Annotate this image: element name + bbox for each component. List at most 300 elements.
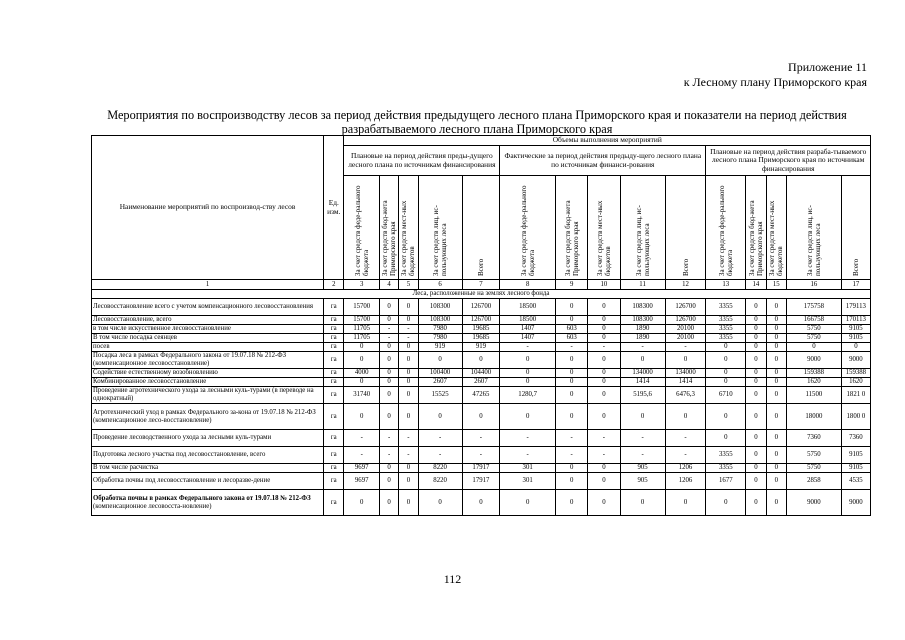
column-number: 17	[841, 280, 870, 290]
cell-value: 134000	[620, 369, 665, 378]
table-row	[92, 430, 871, 447]
cell-value: 0	[588, 464, 620, 473]
cell-value: 5750	[787, 447, 842, 464]
header-subcolumn-label: За счет средств феде-рального бюджета	[519, 185, 536, 277]
header-subcolumn	[500, 176, 556, 280]
column-number: 12	[665, 280, 706, 290]
cell-value: 3355	[706, 316, 746, 325]
header-subcolumn-label: За счет средств мест-ных бюджетов	[400, 200, 417, 277]
cell-value: 0	[399, 316, 418, 325]
cell-value: 301	[500, 473, 556, 490]
cell-value: 919	[462, 343, 500, 352]
row-name: Содействие естественному возобновлению	[92, 369, 324, 378]
cell-value: 0	[399, 343, 418, 352]
header-subcolumn-label: Всего	[681, 259, 690, 277]
cell-value: 5195,6	[620, 387, 665, 404]
row-name: в том числе искусственное лесовосстановление	[92, 325, 324, 334]
cell-value: 0	[706, 352, 746, 369]
cell-value: 0	[620, 404, 665, 430]
row-unit: га	[324, 334, 344, 343]
column-number: 4	[379, 280, 398, 290]
cell-value: 0	[588, 316, 620, 325]
cell-value: 18500	[500, 299, 556, 316]
cell-value: 19685	[462, 334, 500, 343]
cell-value: 1890	[620, 325, 665, 334]
header-subcolumn-label: За счет средств мест-ных бюджетов	[595, 200, 612, 277]
cell-value: -	[588, 430, 620, 447]
cell-value: 0	[399, 404, 418, 430]
cell-value: 8220	[418, 473, 462, 490]
row-name: Лесовосстановление всего с учетом компенсационного лесовосстановления	[92, 299, 324, 316]
cell-value: 0	[746, 325, 766, 334]
appendix-line-2: к Лесному плану Приморского края	[683, 75, 867, 89]
cell-value: 0	[665, 404, 706, 430]
cell-value: 2607	[418, 378, 462, 387]
header-subcolumn-label: За счет средств лиц, ис-пользующих леса	[805, 205, 822, 277]
cell-value: 905	[620, 464, 665, 473]
cell-value: 3355	[706, 464, 746, 473]
column-number: 1	[92, 280, 324, 290]
appendix-caption	[684, 60, 867, 90]
cell-value: 0	[665, 352, 706, 369]
row-unit: га	[324, 430, 344, 447]
cell-value: 15525	[418, 387, 462, 404]
cell-value: 3355	[706, 299, 746, 316]
header-subcolumn-label: За счет средств бюд-жета Приморского края	[747, 200, 764, 277]
cell-value: 0	[766, 299, 786, 316]
cell-value: -	[399, 325, 418, 334]
header-subcolumn	[665, 176, 706, 280]
cell-value: 18000	[787, 404, 842, 430]
column-number: 8	[500, 280, 556, 290]
cell-value: 179113	[841, 299, 870, 316]
cell-value: 100400	[418, 369, 462, 378]
cell-value: 19685	[462, 325, 500, 334]
cell-value: 0	[379, 464, 398, 473]
cell-value: 0	[766, 378, 786, 387]
column-number: 11	[620, 280, 665, 290]
cell-value: -	[556, 430, 588, 447]
row-unit: га	[324, 369, 344, 378]
cell-value: 0	[344, 378, 379, 387]
cell-value: 0	[556, 316, 588, 325]
cell-value: 0	[766, 490, 786, 516]
cell-value: 1407	[500, 325, 556, 334]
cell-value: 15700	[344, 316, 379, 325]
cell-value: 17917	[462, 473, 500, 490]
table-row	[92, 490, 871, 516]
header-subcolumn-label: За счет средств бюд-жета Приморского края	[563, 200, 580, 277]
cell-value: 126700	[665, 299, 706, 316]
cell-value: 0	[588, 473, 620, 490]
cell-value: 9105	[841, 447, 870, 464]
table-row	[92, 473, 871, 490]
cell-value: 9105	[841, 464, 870, 473]
cell-value: 0	[588, 334, 620, 343]
cell-value: 0	[500, 352, 556, 369]
table-row	[92, 316, 871, 325]
cell-value: 0	[556, 378, 588, 387]
cell-value: -	[556, 343, 588, 352]
cell-value: 0	[344, 404, 379, 430]
header-subcolumn	[556, 176, 588, 280]
cell-value: 0	[766, 430, 786, 447]
table-row	[92, 352, 871, 369]
cell-value: 108300	[418, 299, 462, 316]
cell-value: 0	[399, 299, 418, 316]
cell-value: 9000	[841, 352, 870, 369]
cell-value: 1206	[665, 464, 706, 473]
cell-value: -	[556, 447, 588, 464]
row-name: Проведение лесоводственного ухода за лесными куль-турами	[92, 430, 324, 447]
cell-value: 0	[706, 369, 746, 378]
header-subcolumn	[399, 176, 418, 280]
cell-value: 0	[746, 473, 766, 490]
cell-value: 0	[379, 490, 398, 516]
title-line-1: Мероприятия по воспроизводству лесов за период действия предыдущего лесного плана Приморского края и показатели на период действия	[107, 108, 847, 122]
appendix-line-1: Приложение 11	[788, 60, 867, 74]
document-title	[80, 108, 874, 136]
header-subcolumn-label: Всего	[851, 259, 860, 277]
cell-value: 0	[379, 404, 398, 430]
cell-value: 0	[556, 464, 588, 473]
header-group-actual: Фактические за период действия предыду-щего лесного плана по источникам финанси-рования	[500, 146, 706, 176]
cell-value: -	[379, 447, 398, 464]
cell-value: 0	[399, 473, 418, 490]
cell-value: -	[500, 447, 556, 464]
cell-value: -	[418, 447, 462, 464]
header-subcolumn	[706, 176, 746, 280]
cell-value: 0	[766, 316, 786, 325]
cell-value: 0	[462, 352, 500, 369]
cell-value: -	[588, 447, 620, 464]
column-number: 14	[746, 280, 766, 290]
cell-value: 159388	[787, 369, 842, 378]
cell-value: 1620	[787, 378, 842, 387]
cell-value: 47265	[462, 387, 500, 404]
cell-value: 108300	[620, 299, 665, 316]
cell-value: 0	[706, 490, 746, 516]
cell-value: 0	[379, 352, 398, 369]
cell-value: -	[344, 430, 379, 447]
header-subcolumn	[344, 176, 379, 280]
cell-value: 0	[746, 352, 766, 369]
cell-value: 0	[588, 378, 620, 387]
cell-value: 11500	[787, 387, 842, 404]
cell-value: 6476,3	[665, 387, 706, 404]
cell-value: 0	[418, 404, 462, 430]
header-subcolumn	[379, 176, 398, 280]
header-subcolumn	[462, 176, 500, 280]
cell-value: 0	[556, 473, 588, 490]
cell-value: 9000	[787, 352, 842, 369]
row-name: В том числе расчистка	[92, 464, 324, 473]
cell-value: -	[379, 334, 398, 343]
column-number: 2	[324, 280, 344, 290]
header-group-planned: Плановые на период действия преды-дущего лесного плана по источникам финансирования	[344, 146, 500, 176]
table-row	[92, 447, 871, 464]
header-unit: Ед. изм.	[324, 136, 344, 280]
column-number: 7	[462, 280, 500, 290]
row-unit: га	[324, 473, 344, 490]
cell-value: 5750	[787, 325, 842, 334]
cell-value: 2858	[787, 473, 842, 490]
cell-value: 4000	[344, 369, 379, 378]
cell-value: -	[500, 343, 556, 352]
row-name: Посадка леса в рамках Федерального закона от 19.07.18 № 212-ФЗ (компенсационное лесовосстановление)	[92, 352, 324, 369]
cell-value: 0	[399, 352, 418, 369]
header-subcolumn	[787, 176, 842, 280]
cell-value: -	[418, 430, 462, 447]
cell-value: -	[588, 343, 620, 352]
section-label: Леса, расположенные на землях лесного фонда	[92, 290, 871, 299]
cell-value: 0	[766, 404, 786, 430]
cell-value: 5750	[787, 464, 842, 473]
cell-value: 0	[588, 387, 620, 404]
cell-value: 0	[399, 369, 418, 378]
header-subcolumn	[766, 176, 786, 280]
header-subcolumn-label: За счет средств лиц, ис-пользующих леса	[634, 205, 651, 277]
cell-value: 0	[344, 490, 379, 516]
cell-value: 9697	[344, 464, 379, 473]
cell-value: 1890	[620, 334, 665, 343]
cell-value: 1280,7	[500, 387, 556, 404]
cell-value: 159388	[841, 369, 870, 378]
cell-value: 126700	[462, 299, 500, 316]
cell-value: 3355	[706, 447, 746, 464]
table-row	[92, 369, 871, 378]
cell-value: 0	[379, 473, 398, 490]
cell-value: -	[344, 447, 379, 464]
cell-value: 20100	[665, 325, 706, 334]
row-unit: га	[324, 316, 344, 325]
cell-value: 0	[556, 299, 588, 316]
cell-value: 0	[766, 369, 786, 378]
cell-value: 17917	[462, 464, 500, 473]
cell-value: 0	[500, 369, 556, 378]
row-unit: га	[324, 490, 344, 516]
cell-value: 0	[500, 378, 556, 387]
cell-value: 0	[746, 404, 766, 430]
cell-value: 0	[556, 404, 588, 430]
header-volumes: Объемы выполнения мероприятий	[344, 136, 871, 146]
cell-value: 0	[746, 316, 766, 325]
cell-value: 9000	[841, 490, 870, 516]
row-unit: га	[324, 387, 344, 404]
cell-value: 0	[706, 430, 746, 447]
cell-value: 0	[399, 387, 418, 404]
header-subcolumn	[841, 176, 870, 280]
cell-value: 0	[399, 490, 418, 516]
cell-value: -	[500, 430, 556, 447]
cell-value: 0	[399, 464, 418, 473]
row-unit: га	[324, 464, 344, 473]
cell-value: 1206	[665, 473, 706, 490]
cell-value: 0	[746, 299, 766, 316]
cell-value: -	[665, 343, 706, 352]
cell-value: 104400	[462, 369, 500, 378]
cell-value: 0	[588, 299, 620, 316]
cell-value: 0	[766, 464, 786, 473]
cell-value: 0	[462, 404, 500, 430]
cell-value: 0	[706, 343, 746, 352]
cell-value: 0	[746, 369, 766, 378]
column-number: 6	[418, 280, 462, 290]
header-group-future: Плановые на период действия разраба-тываемого лесного плана Приморского края по источникам финансирования	[706, 146, 871, 176]
cell-value: 9105	[841, 334, 870, 343]
row-name-rest: (компенсационное лесовосста-новление)	[93, 502, 212, 510]
cell-value: 0	[462, 490, 500, 516]
row-name: Подготовка лесного участка под лесовосстановление, всего	[92, 447, 324, 464]
row-unit: га	[324, 378, 344, 387]
row-unit: га	[324, 343, 344, 352]
cell-value: 126700	[462, 316, 500, 325]
header-subcolumn	[620, 176, 665, 280]
header-subcolumn	[588, 176, 620, 280]
header-subcolumn	[418, 176, 462, 280]
cell-value: 0	[706, 404, 746, 430]
cell-value: 0	[500, 490, 556, 516]
cell-value: 0	[746, 343, 766, 352]
cell-value: -	[379, 430, 398, 447]
cell-value: -	[620, 447, 665, 464]
cell-value: -	[665, 430, 706, 447]
column-number: 15	[766, 280, 786, 290]
cell-value: 175758	[787, 299, 842, 316]
row-name: Лесовосстановление, всего	[92, 316, 324, 325]
cell-value: 0	[418, 490, 462, 516]
cell-value: 1620	[841, 378, 870, 387]
header-subcolumn-label: Всего	[476, 259, 485, 277]
row-name: В том числе посадка сеянцев	[92, 334, 324, 343]
cell-value: 0	[399, 378, 418, 387]
cell-value: -	[399, 447, 418, 464]
row-unit: га	[324, 299, 344, 316]
cell-value: 0	[418, 352, 462, 369]
cell-value: -	[399, 430, 418, 447]
cell-value: 0	[379, 387, 398, 404]
cell-value: 0	[588, 369, 620, 378]
cell-value: 0	[588, 404, 620, 430]
cell-value: 0	[766, 334, 786, 343]
cell-value: 4535	[841, 473, 870, 490]
header-subcolumn	[746, 176, 766, 280]
cell-value: 108300	[418, 316, 462, 325]
cell-value: 18500	[500, 316, 556, 325]
cell-value: 7360	[841, 430, 870, 447]
cell-value: 919	[418, 343, 462, 352]
table-row	[92, 325, 871, 334]
table-row	[92, 464, 871, 473]
cell-value: 31740	[344, 387, 379, 404]
cell-value: -	[379, 325, 398, 334]
cell-value: -	[620, 430, 665, 447]
cell-value: 0	[344, 343, 379, 352]
row-name-bold: Обработка почвы в рамках Федерального закона от 19.07.18 № 212-ФЗ	[93, 494, 311, 502]
column-number: 16	[787, 280, 842, 290]
cell-value: 1414	[620, 378, 665, 387]
cell-value: 5750	[787, 334, 842, 343]
cell-value: 0	[746, 378, 766, 387]
table-row	[92, 334, 871, 343]
cell-value: 0	[746, 464, 766, 473]
cell-value: 9697	[344, 473, 379, 490]
cell-value: 0	[620, 490, 665, 516]
column-number: 13	[706, 280, 746, 290]
cell-value: 0	[787, 343, 842, 352]
row-name: Проведение агротехнического ухода за лесными куль-турами (в переводе на однократный)	[92, 387, 324, 404]
cell-value: 0	[556, 352, 588, 369]
row-name: посев	[92, 343, 324, 352]
row-name: Агротехнический уход в рамках Федерального за-кона от 19.07.18 № 212-ФЗ (компенсационное лесо-восстановление)	[92, 404, 324, 430]
cell-value: 603	[556, 325, 588, 334]
cell-value: 0	[588, 352, 620, 369]
column-number: 5	[399, 280, 418, 290]
cell-value: 1407	[500, 334, 556, 343]
header-subcolumn-label: За счет средств бюд-жета Приморского края	[381, 200, 398, 277]
cell-value: 0	[500, 404, 556, 430]
cell-value: 170113	[841, 316, 870, 325]
cell-value: 108300	[620, 316, 665, 325]
cell-value: 905	[620, 473, 665, 490]
cell-value: 0	[344, 352, 379, 369]
cell-value: 0	[620, 352, 665, 369]
cell-value: 134000	[665, 369, 706, 378]
row-unit: га	[324, 325, 344, 334]
cell-value: 0	[766, 387, 786, 404]
page-number: 112	[443, 572, 462, 586]
cell-value: 11705	[344, 325, 379, 334]
header-subcolumn-label: За счет средств феде-рального бюджета	[717, 185, 734, 277]
row-name	[92, 490, 324, 516]
cell-value: -	[462, 430, 500, 447]
cell-value: 7360	[787, 430, 842, 447]
cell-value: 0	[766, 473, 786, 490]
reforestation-table	[91, 135, 871, 516]
header-subcolumn-label: За счет средств мест-ных бюджетов	[768, 200, 785, 277]
cell-value: 1821 0	[841, 387, 870, 404]
table-row	[92, 299, 871, 316]
cell-value: 603	[556, 334, 588, 343]
row-unit: га	[324, 352, 344, 369]
table-row	[92, 378, 871, 387]
cell-value: 301	[500, 464, 556, 473]
cell-value: 1800 0	[841, 404, 870, 430]
cell-value: 15700	[344, 299, 379, 316]
cell-value: 0	[556, 490, 588, 516]
header-name: Наименование мероприятий по воспроизвод-ству лесов	[92, 136, 324, 280]
cell-value: 0	[379, 316, 398, 325]
cell-value: 0	[746, 334, 766, 343]
cell-value: 0	[746, 430, 766, 447]
column-number: 3	[344, 280, 379, 290]
cell-value: 3355	[706, 325, 746, 334]
cell-value: 0	[556, 369, 588, 378]
row-unit: га	[324, 404, 344, 430]
table-row	[92, 343, 871, 352]
table-row	[92, 387, 871, 404]
cell-value: 1414	[665, 378, 706, 387]
cell-value: -	[620, 343, 665, 352]
cell-value: 0	[588, 490, 620, 516]
cell-value: 0	[746, 447, 766, 464]
cell-value: 0	[706, 378, 746, 387]
cell-value: -	[665, 447, 706, 464]
cell-value: 0	[556, 387, 588, 404]
cell-value: -	[399, 334, 418, 343]
column-number: 10	[588, 280, 620, 290]
row-name: Комбинированное лесовосстановление	[92, 378, 324, 387]
